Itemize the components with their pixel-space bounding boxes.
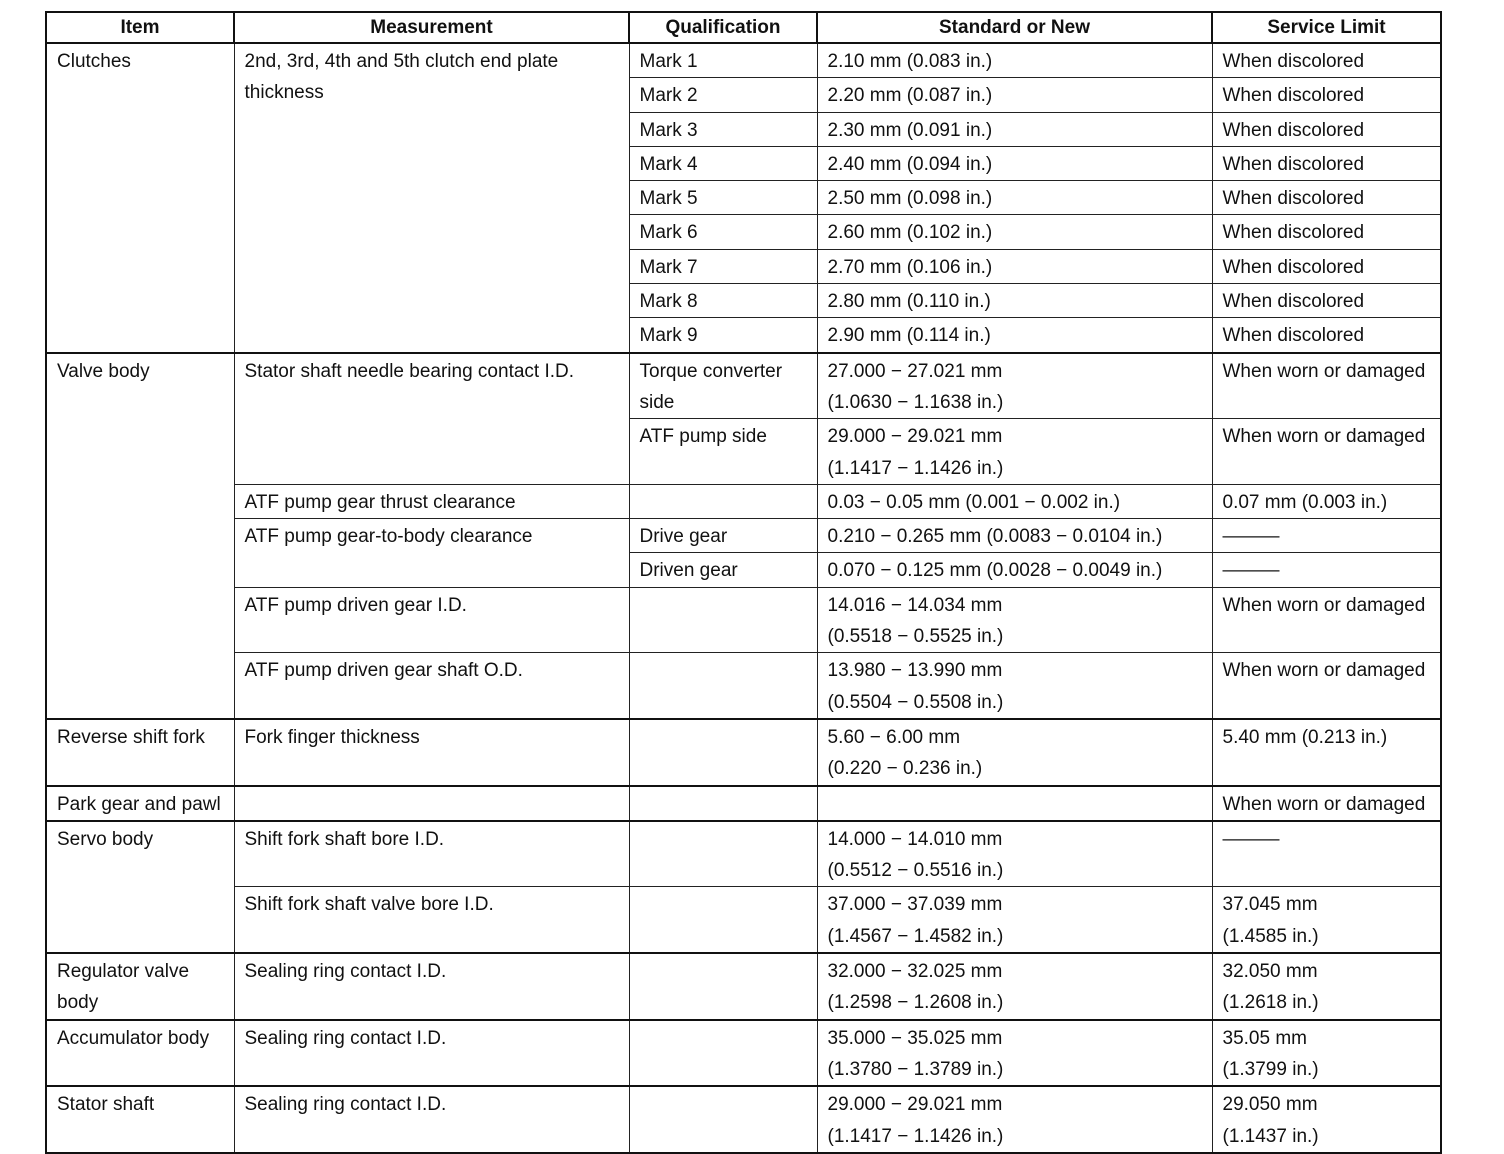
item-cell: Stator shaft <box>46 1086 234 1153</box>
limit-cell <box>1212 1086 1441 1153</box>
limit-cell <box>1212 887 1441 953</box>
qualification-cell <box>629 953 817 1020</box>
qualification-cell <box>629 1020 817 1087</box>
measurement-cell <box>234 786 629 821</box>
standard-metric: 29.000 − 29.021 mm <box>827 426 1003 448</box>
standard-imperial: (1.1417 − 1.1426 in.) <box>827 1125 1004 1147</box>
table-row <box>46 587 1441 653</box>
standard-imperial: (0.5518 − 0.5525 in.) <box>827 626 1004 648</box>
standard-imperial: (1.3780 − 1.3789 in.) <box>827 1058 1004 1080</box>
table-row <box>46 953 1441 1020</box>
qualification-cell: Mark 6 <box>629 215 817 249</box>
standard-cell <box>817 719 1212 786</box>
limit-cell: When discolored <box>1212 181 1441 215</box>
limit-cell: When discolored <box>1212 215 1441 249</box>
standard-cell: 2.10 mm (0.083 in.) <box>817 43 1212 78</box>
table-row <box>46 887 1441 953</box>
limit-cell: 0.07 mm (0.003 in.) <box>1212 484 1441 518</box>
header-qualification: Qualification <box>629 12 817 43</box>
qualification-cell: Mark 3 <box>629 112 817 146</box>
header-row <box>46 12 1441 43</box>
limit-cell: When worn or damaged <box>1212 419 1441 485</box>
qualification-cell: Driven gear <box>629 553 817 587</box>
standard-metric: 14.016 − 14.034 mm <box>827 594 1003 616</box>
limit-cell: When discolored <box>1212 43 1441 78</box>
standard-cell <box>817 821 1212 887</box>
limit-cell: 5.40 mm (0.213 in.) <box>1212 719 1441 786</box>
standard-cell: 2.90 mm (0.114 in.) <box>817 318 1212 353</box>
standard-cell: 2.70 mm (0.106 in.) <box>817 249 1212 283</box>
limit-imperial: (1.4585 in.) <box>1222 925 1319 947</box>
standard-metric: 13.980 − 13.990 mm <box>827 660 1003 682</box>
standard-cell: 2.30 mm (0.091 in.) <box>817 112 1212 146</box>
standard-cell: 2.20 mm (0.087 in.) <box>817 78 1212 112</box>
table-row <box>46 43 1441 78</box>
header-measurement: Measurement <box>234 12 629 43</box>
measurement-cell: Shift fork shaft bore I.D. <box>234 821 629 887</box>
header-item: Item <box>46 12 234 43</box>
limit-imperial: (1.2618 in.) <box>1222 992 1319 1014</box>
standard-metric: 5.60 − 6.00 mm <box>827 726 961 748</box>
limit-imperial: (1.3799 in.) <box>1222 1058 1319 1080</box>
service-spec-table <box>45 11 1442 1154</box>
qualification-cell <box>629 484 817 518</box>
measurement-cell: Sealing ring contact I.D. <box>234 953 629 1020</box>
measurement-cell: 2nd, 3rd, 4th and 5th clutch end plate thickness <box>234 43 629 353</box>
limit-metric: 32.050 mm <box>1222 961 1318 983</box>
measurement-cell: Fork finger thickness <box>234 719 629 786</box>
limit-cell: ——— <box>1212 519 1441 553</box>
table-row <box>46 484 1441 518</box>
limit-metric: 37.045 mm <box>1222 894 1318 916</box>
qualification-cell <box>629 587 817 653</box>
measurement-cell: Sealing ring contact I.D. <box>234 1020 629 1087</box>
standard-cell <box>817 353 1212 419</box>
measurement-cell: Shift fork shaft valve bore I.D. <box>234 887 629 953</box>
qualification-cell: Mark 4 <box>629 146 817 180</box>
standard-cell <box>817 887 1212 953</box>
standard-cell: 2.80 mm (0.110 in.) <box>817 284 1212 318</box>
item-cell: Reverse shift fork <box>46 719 234 786</box>
limit-cell: When discolored <box>1212 318 1441 353</box>
standard-metric: 27.000 − 27.021 mm <box>827 360 1003 382</box>
qualification-cell: ATF pump side <box>629 419 817 485</box>
header-service-limit: Service Limit <box>1212 12 1441 43</box>
limit-cell: When worn or damaged <box>1212 587 1441 653</box>
standard-cell <box>817 587 1212 653</box>
item-cell: Regulator valve body <box>46 953 234 1020</box>
measurement-cell: ATF pump driven gear shaft O.D. <box>234 653 629 719</box>
standard-imperial: (1.0630 − 1.1638 in.) <box>827 391 1004 413</box>
standard-cell <box>817 953 1212 1020</box>
qualification-cell: Mark 8 <box>629 284 817 318</box>
table-row <box>46 719 1441 786</box>
limit-cell: When discolored <box>1212 284 1441 318</box>
standard-imperial: (0.5512 − 0.5516 in.) <box>827 860 1004 882</box>
standard-cell <box>817 786 1212 821</box>
limit-metric: 35.05 mm <box>1222 1027 1307 1049</box>
standard-imperial: (0.220 − 0.236 in.) <box>827 758 983 780</box>
table-row <box>46 353 1441 419</box>
standard-cell: 0.210 − 0.265 mm (0.0083 − 0.0104 in.) <box>817 519 1212 553</box>
measurement-cell: Sealing ring contact I.D. <box>234 1086 629 1153</box>
limit-cell <box>1212 953 1441 1020</box>
standard-cell <box>817 653 1212 719</box>
table-row <box>46 519 1441 553</box>
qualification-cell <box>629 1086 817 1153</box>
standard-cell: 0.070 − 0.125 mm (0.0028 − 0.0049 in.) <box>817 553 1212 587</box>
limit-cell: When worn or damaged <box>1212 653 1441 719</box>
table-row <box>46 1086 1441 1153</box>
table-row <box>46 821 1441 887</box>
limit-imperial: (1.1437 in.) <box>1222 1125 1319 1147</box>
qualification-cell: Mark 1 <box>629 43 817 78</box>
standard-cell <box>817 1086 1212 1153</box>
qualification-cell: Drive gear <box>629 519 817 553</box>
standard-cell <box>817 419 1212 485</box>
limit-cell: ——— <box>1212 553 1441 587</box>
item-cell: Servo body <box>46 821 234 953</box>
limit-cell: When discolored <box>1212 78 1441 112</box>
limit-cell: When discolored <box>1212 112 1441 146</box>
qualification-cell <box>629 719 817 786</box>
standard-metric: 14.000 − 14.010 mm <box>827 828 1003 850</box>
standard-imperial: (0.5504 − 0.5508 in.) <box>827 691 1004 713</box>
standard-imperial: (1.2598 − 1.2608 in.) <box>827 992 1004 1014</box>
standard-cell: 0.03 − 0.05 mm (0.001 − 0.002 in.) <box>817 484 1212 518</box>
qualification-cell <box>629 821 817 887</box>
item-cell: Clutches <box>46 43 234 353</box>
qualification-cell <box>629 887 817 953</box>
limit-cell: When discolored <box>1212 146 1441 180</box>
standard-metric: 29.000 − 29.021 mm <box>827 1094 1003 1116</box>
qualification-cell: Torque converter side <box>629 353 817 419</box>
limit-cell: ——— <box>1212 821 1441 887</box>
limit-metric: 29.050 mm <box>1222 1094 1318 1116</box>
standard-imperial: (1.4567 − 1.4582 in.) <box>827 925 1004 947</box>
qualification-cell <box>629 653 817 719</box>
measurement-cell: ATF pump gear thrust clearance <box>234 484 629 518</box>
table-row <box>46 786 1441 821</box>
standard-metric: 35.000 − 35.025 mm <box>827 1027 1003 1049</box>
qualification-cell <box>629 786 817 821</box>
item-cell: Park gear and pawl <box>46 786 234 821</box>
standard-cell <box>817 1020 1212 1087</box>
header-standard: Standard or New <box>817 12 1212 43</box>
table-row <box>46 653 1441 719</box>
standard-metric: 37.000 − 37.039 mm <box>827 894 1003 916</box>
measurement-cell: ATF pump gear-to-body clearance <box>234 519 629 588</box>
standard-cell: 2.50 mm (0.098 in.) <box>817 181 1212 215</box>
measurement-cell: ATF pump driven gear I.D. <box>234 587 629 653</box>
qualification-cell: Mark 7 <box>629 249 817 283</box>
standard-cell: 2.40 mm (0.094 in.) <box>817 146 1212 180</box>
qualification-cell: Mark 5 <box>629 181 817 215</box>
limit-cell <box>1212 1020 1441 1087</box>
limit-cell: When worn or damaged <box>1212 353 1441 419</box>
standard-imperial: (1.1417 − 1.1426 in.) <box>827 457 1004 479</box>
limit-cell: When discolored <box>1212 249 1441 283</box>
standard-cell: 2.60 mm (0.102 in.) <box>817 215 1212 249</box>
table-row <box>46 1020 1441 1087</box>
qualification-cell: Mark 2 <box>629 78 817 112</box>
measurement-cell: Stator shaft needle bearing contact I.D. <box>234 353 629 485</box>
item-cell: Accumulator body <box>46 1020 234 1087</box>
standard-metric: 32.000 − 32.025 mm <box>827 961 1003 983</box>
qualification-cell: Mark 9 <box>629 318 817 353</box>
item-cell: Valve body <box>46 353 234 719</box>
limit-cell: When worn or damaged <box>1212 786 1441 821</box>
